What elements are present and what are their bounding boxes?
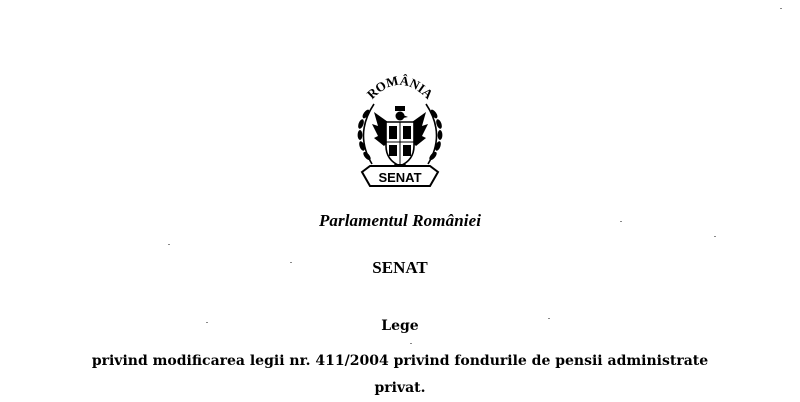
svg-text:ROMÂNIA (364, 73, 437, 102)
scan-speck (168, 244, 170, 245)
scan-speck (548, 318, 550, 319)
senate-emblem (348, 64, 452, 192)
scan-speck (290, 262, 292, 263)
scan-speck (206, 322, 208, 323)
emblem-top-text: ROMÂNIA (363, 72, 437, 102)
chamber-name: SENAT (372, 258, 428, 277)
scan-speck (410, 343, 412, 344)
scan-speck (780, 8, 782, 9)
document-type: Lege (381, 318, 419, 334)
emblem-bottom-text: SENAT (378, 170, 422, 185)
scan-speck (714, 236, 716, 237)
scan-speck (620, 221, 622, 222)
coat-of-arms-icon (348, 64, 452, 192)
institution-name: Parlamentul României (318, 211, 482, 230)
document-subject: privind modificarea legii nr. 411/2004 privind fondurile de pensii administrate privat. (91, 353, 709, 396)
